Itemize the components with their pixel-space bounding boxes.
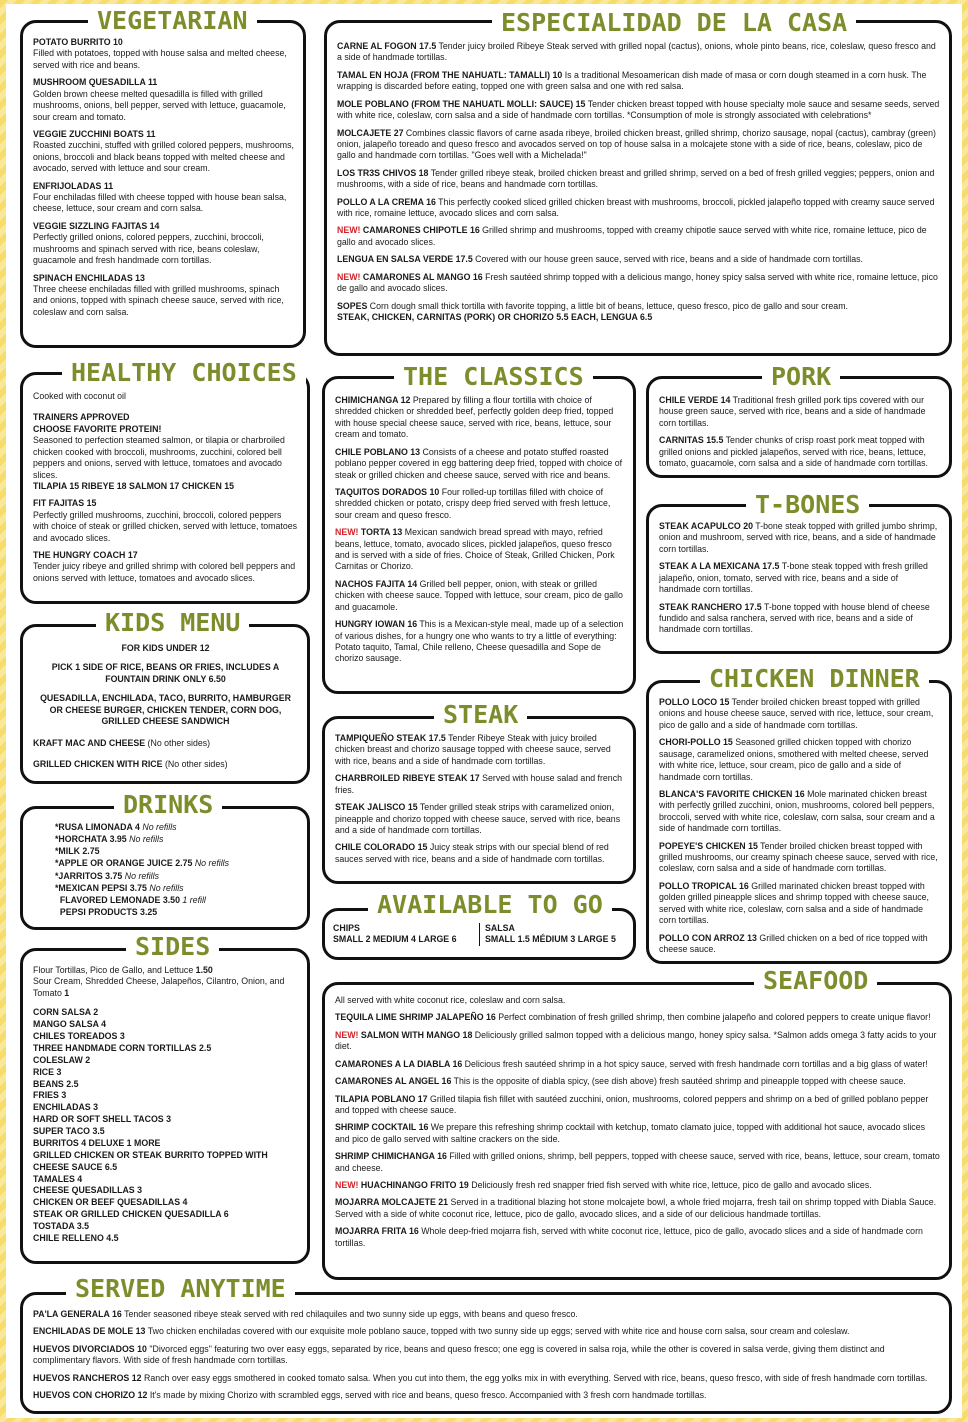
- tbones-items: [659, 521, 940, 642]
- sides-intro-1: Flour Tortillas, Pico de Gallo, and Lettuce 1.50: [33, 965, 213, 975]
- steak-items: [335, 733, 624, 871]
- item-desc: It's made by mixing Chorizo with scrambled eggs, served with rice and beans, queso fresco. Accompanied with 3 fresh corn handmade tortillas.: [147, 1390, 707, 1401]
- menu-item: [335, 1151, 940, 1174]
- item-name: HUEVOS DIVORCIADOS 10: [33, 1343, 147, 1354]
- chicken-items: [659, 697, 940, 961]
- new-badge: NEW!: [335, 527, 361, 538]
- item-desc: Filled with potatoes, topped with house salsa and melted cheese, served with rice and beans.: [33, 48, 287, 70]
- item-name: STEAK ACAPULCO 20: [659, 521, 754, 531]
- drink-name: *APPLE OR ORANGE JUICE 2.75: [55, 858, 193, 869]
- classics-heading: THE CLASSICS: [394, 362, 593, 392]
- side-item: SUPER TACO 3.5: [33, 1126, 105, 1137]
- kids-heading: KIDS MENU: [96, 608, 249, 638]
- item-desc: Corn dough small thick tortilla with favorite topping, a little bit of beans, lettuce, queso fresco, pico de gallo and sour cream.: [367, 300, 848, 311]
- kids-side-line: PICK 1 SIDE OF RICE, BEANS OR FRIES, INCLUDES A FOUNTAIN DRINK ONLY 6.50: [51, 662, 280, 684]
- item-name: POLLO LOCO 15: [659, 697, 730, 707]
- togo-salsa: SALSA SMALL 1.5 MÉDIUM 3 LARGE 5: [485, 923, 616, 945]
- item-name: SHRIMP CHIMICHANGA 16: [335, 1151, 447, 1162]
- menu-item: [337, 41, 940, 64]
- menu-item: [33, 1373, 940, 1384]
- drink-item: [55, 870, 298, 882]
- healthy-intro: Cooked with coconut oil: [33, 391, 126, 401]
- item-name: SALMON WITH MANGO 18: [360, 1029, 473, 1040]
- menu-item: [335, 1122, 940, 1145]
- kids-section: [20, 624, 310, 784]
- item-desc: Seasoned grilled chicken topped with chorizo sausage, caramelized onions, smothered with melted cheese, served with white rice, lettuce, sour cream, pico de gallo and a side of handmade corn tortillas.: [659, 737, 929, 782]
- item-desc: Mexican sandwich bread spread with mayo, refried beans, lettuce, tomato, avocado slices, pickled jalapeños, queso fresco and is served with a side of fries. Choice of Steak, Grilled Chicken, Pork Carnitas or Chorizo.: [335, 527, 615, 572]
- menu-page: [6, 4, 962, 1418]
- menu-item: [335, 1076, 940, 1087]
- menu-item: [335, 1030, 940, 1053]
- item-desc: Tender juicy ribeye and grilled shrimp with colored bell peppers and onions served with lettuce, tomatoes and avocado slices.: [33, 561, 296, 583]
- item-name: TAQUITOS DORADOS 10: [335, 486, 440, 497]
- drink-name: PEPSI PRODUCTS 3.25: [55, 906, 158, 917]
- item-name: CHIMICHANGA 12: [335, 395, 411, 405]
- item-desc: Fresh sautéed shrimp topped with a delicious mango, honey spicy salsa served with white rice, romaine lettuce, pico de gallo and avocado slices.: [337, 271, 938, 294]
- side-item: CHILES TOREADOS 3: [33, 1031, 125, 1042]
- item-desc: Prepared by filling a flour tortilla with choice of shredded chicken or shredded beef, perfectly golden deep fried, topped with house special cheese sauce, served with rice, beans, lettuce, sour cream and tomato.: [335, 395, 614, 440]
- sides-heading: SIDES: [126, 932, 219, 962]
- item-desc: Golden brown cheese melted quesadilla is filled with grilled mushrooms, onions, bell pepper, served with lettuce, guacamole, sour cream and tomato.: [33, 88, 286, 122]
- item-desc: Perfect combination of fresh grilled shrimp, then combine jalapeño and colored peppers to create unique flavor!: [495, 1012, 931, 1023]
- drink-name: FLAVORED LEMONADE 3.50: [55, 894, 180, 905]
- menu-item: [33, 1344, 940, 1367]
- menu-item: [335, 447, 624, 481]
- menu-item: [33, 1390, 940, 1401]
- menu-item: [335, 1059, 940, 1070]
- side-item: TAMALES 4: [33, 1173, 83, 1184]
- item-name: PA'LA GENERALA 16: [33, 1309, 122, 1319]
- drink-item: [55, 857, 298, 869]
- side-item: TOSTADA 3.5: [33, 1221, 90, 1232]
- pork-heading: PORK: [762, 362, 840, 392]
- item-name: BLANCA'S FAVORITE CHICKEN 16: [659, 788, 805, 799]
- drink-name: *MILK 2.75: [55, 846, 100, 857]
- drink-item: [55, 894, 298, 906]
- menu-item: [335, 619, 624, 665]
- item-name: ENFRIJOLADAS 11: [33, 180, 114, 191]
- kids-options-line: QUESADILLA, ENCHILADA, TACO, BURRITO, HAMBURGER OR CHEESE BURGER, CHICKEN TENDER, CORN DOG, GRILLED CHEESE SANDWICH: [40, 693, 291, 727]
- item-desc: Two chicken enchiladas covered with our exquisite mole poblano sauce, topped with two sunny side up eggs; served with white rice and house corn salsa, sour cream and coleslaw.: [145, 1326, 850, 1337]
- drink-note: No refills: [192, 858, 230, 869]
- menu-item: [337, 70, 940, 93]
- drink-name: *RUSA LIMONADA 4: [55, 822, 140, 832]
- item-name: TORTA 13: [360, 527, 403, 538]
- sopes-prices: STEAK, CHICKEN, CARNITAS (PORK) OR CHORIZO 5.5 EACH, LENGUA 6.5: [337, 312, 653, 323]
- menu-item: [335, 802, 624, 836]
- item-desc: Grilled bell pepper, onion, with steak or grilled chicken with cheese sauce. Topped with lettuce, sour cream, pico de gallo and guacamole.: [335, 578, 623, 612]
- item-desc: Mole marinated chicken breast with perfectly grilled zucchini, onion, mushrooms, colored bell peppers, broccoli, served with white rice, coleslaw, corn salsa, sour cream and a side of handmade corn tortillas.: [659, 788, 935, 834]
- vegetarian-heading: VEGETARIAN: [88, 6, 257, 36]
- item-desc: Grilled shrimp and mushrooms, topped with creamy chipotle sauce served with white rice, romaine lettuce, pico de gallo and avocado slices.: [337, 225, 927, 247]
- item-name: MOJARRA MOLCAJETE 21: [335, 1197, 449, 1208]
- menu-item: [33, 1309, 940, 1320]
- healthy-heading: HEALTHY CHOICES: [62, 358, 306, 388]
- item-name: HUEVOS RANCHEROS 12: [33, 1372, 142, 1383]
- menu-item: [33, 129, 294, 175]
- togo-heading: AVAILABLE TO GO: [368, 890, 612, 920]
- item-name: SHRIMP COCKTAIL 16: [335, 1122, 429, 1133]
- item-desc: Traditional fresh grilled pork tips covered with our house green sauce, served with rice, beans and a side of handmade corn tortillas.: [659, 395, 926, 428]
- item-desc: Tender chunks of crisp roast pork meat topped with grilled onions and pickled jalapeños, served with rice, beans, lettuce, tomato, guacamole, corn salsa and a side of handmade corn tortillas.: [659, 435, 928, 469]
- tbones-section: [646, 504, 952, 654]
- item-desc: Seasoned to perfection steamed salmon, or tilapia or charbroiled chicken cooked with broccoli, mushrooms, zucchini, colored bell peppers and onions, served with lettuce, tomatoes and avocado slices.: [33, 435, 285, 480]
- item-desc: Covered with our house green sauce, served with rice, beans and a side of handmade corn tortillas.: [472, 254, 863, 265]
- item-name: TAMAL EN HOJA (FROM THE NAHUATL: TAMALLI) 10: [337, 69, 563, 80]
- item-subtitle: CHOOSE FAVORITE PROTEIN!: [33, 423, 162, 434]
- item-desc: Three cheese enchiladas filled with grilled mushrooms, spinach and onions, topped with spinach cheese sauce, served with rice, coleslaw and corn salsa.: [33, 284, 284, 317]
- side-item: HARD OR SOFT SHELL TACOS 3: [33, 1114, 171, 1125]
- item-desc: Whole deep-fried mojarra fish, served with white coconut rice, lettuce, pico de gallo, avocado slices and a side of handmade corn tortillas.: [335, 1226, 923, 1248]
- seafood-section: [322, 982, 952, 1280]
- seafood-heading: SEAFOOD: [754, 966, 877, 996]
- especialidad-items: [337, 41, 940, 323]
- menu-item: [659, 933, 940, 956]
- menu-item: [335, 733, 624, 767]
- item-desc: T-bone steak topped with fresh grilled jalapeño, onion, tomato, served with rice, beans and a side of handmade corn tortillas.: [659, 561, 928, 595]
- item-name: CAMARONES CHIPOTLE 16: [362, 225, 480, 236]
- item-desc: Is a traditional Mesoamerican dish made of masa or corn dough steamed in a corn husk. The wrapping is discarded before eating, topped one with green salsa and one with red salsa.: [337, 69, 927, 92]
- item-desc: This is the opposite of diabla spicy, (see dish above) fresh sautéed shrimp and pineapple topped with cheese sauce.: [451, 1076, 906, 1087]
- drink-item: [55, 906, 298, 918]
- drinks-section: [20, 806, 310, 930]
- kids-mac: KRAFT MAC AND CHEESE (No other sides): [33, 737, 211, 748]
- item-desc: We prepare this refreshing shrimp cocktail with ketchup, tomato clamato juice, topped with additional hot sauce, avocado slices and pico de gallo served with saltine crackers on the side.: [335, 1122, 925, 1144]
- menu-item: [337, 128, 940, 162]
- menu-item: [659, 881, 940, 927]
- item-name: HUNGRY IOWAN 16: [335, 619, 418, 630]
- item-desc: Roasted zucchini, stuffed with grilled colored peppers, mushrooms, onions, broccoli and black beans topped with melted cheese and avocado, served with lettuce and sour cream.: [33, 140, 294, 174]
- item-name: TEQUILA LIME SHRIMP JALAPEÑO 16: [335, 1012, 496, 1023]
- item-name: MUSHROOM QUESADILLA 11: [33, 77, 158, 88]
- item-name: SPINACH ENCHILADAS 13: [33, 272, 145, 283]
- togo-chips: CHIPS SMALL 2 MEDIUM 4 LARGE 6: [333, 923, 480, 946]
- item-desc: Tender seasoned ribeye steak served with red chilaquiles and two sunny side up eggs, with beans and queso fresco.: [121, 1309, 578, 1319]
- menu-item: [33, 498, 298, 544]
- item-name: POLLO TROPICAL 16: [659, 880, 749, 891]
- item-desc: T-bone steak topped with grilled jumbo shrimp, onion and mushroom, served with rice, beans, and a side of handmade corn tortillas.: [659, 521, 938, 554]
- item-name: POPEYE'S CHICKEN 15: [659, 840, 758, 851]
- item-desc: Deliciously grilled salmon topped with a delicious mango, honey spicy salsa. *Salmon adds omega 3 fatty acids to your diet.: [335, 1029, 937, 1052]
- menu-item: [335, 395, 624, 441]
- item-name: CHILE COLORADO 15: [335, 842, 428, 853]
- item-desc: Grilled marinated chicken breast topped with golden grilled pineapple slices and shrimp topped with cheese sauce, served with white rice, coleslaw, corn salsa and a side of handmade corn tortillas.: [659, 880, 929, 926]
- side-item: CHICKEN OR BEEF QUESADILLAS 4: [33, 1197, 188, 1208]
- menu-item: [337, 254, 940, 265]
- chicken-section: [646, 680, 952, 964]
- item-name: VEGGIE SIZZLING FAJITAS 14: [33, 220, 160, 231]
- item-name: TRAINERS APPROVED: [33, 412, 130, 423]
- healthy-section: [20, 372, 310, 604]
- drink-item: [55, 845, 298, 857]
- menu-item: [659, 697, 940, 731]
- item-name: MOLCAJETE 27: [337, 127, 404, 138]
- steak-heading: STEAK: [434, 700, 527, 730]
- item-desc: Tender broiled chicken breast topped with grilled mushrooms, our creamy spinach cheese sauce, served with rice, coleslaw, corn salsa and a side of handmade corn tortillas.: [659, 840, 938, 874]
- drink-item: [55, 821, 298, 833]
- item-desc: Filled with grilled onions, shrimp, bell peppers, topped with cheese sauce, served with rice, beans, lettuce, sour cream, tomato and cheese.: [335, 1151, 940, 1173]
- item-desc: Tender juicy broiled Ribeye Steak served with grilled nopal (cactus), onions, whole pinto beans, rice, coleslaw, queso fresco and a side of handmade tortillas.: [337, 41, 936, 63]
- item-name: CHARBROILED RIBEYE STEAK 17: [335, 773, 480, 784]
- anytime-heading: SERVED ANYTIME: [66, 1274, 295, 1304]
- item-desc: Served in a traditional blazing hot stone molcajete bowl, a whole fried mojarra, fresh tail on shrimp topped with Diabla Sauce. Served with a side of white coconut rice, lettuce, pico de gallo, avocado slices, and a side of our delicious handmade tortillas.: [335, 1197, 937, 1219]
- item-name: SOPES: [337, 300, 368, 311]
- menu-item: [335, 773, 624, 796]
- menu-item: [33, 273, 294, 319]
- menu-item: [335, 579, 624, 613]
- item-name: CHORI-POLLO 15: [659, 737, 733, 748]
- tbones-heading: T-BONES: [746, 490, 869, 520]
- side-item: THREE HANDMADE CORN TORTILLAS 2.5: [33, 1042, 212, 1053]
- menu-item: [659, 602, 940, 636]
- item-desc: Juicy steak strips with our special blend of red sauces served with rice, beans and a side of handmade corn tortillas.: [335, 842, 609, 864]
- drink-name: *HORCHATA 3.95: [55, 834, 127, 845]
- item-prices: TILAPIA 15 RIBEYE 18 SALMON 17 CHICKEN 15: [33, 480, 235, 491]
- menu-item: [33, 37, 294, 71]
- vegetarian-section: [20, 20, 306, 348]
- menu-item: [659, 561, 940, 595]
- item-name: CARNITAS 15.5: [659, 435, 724, 446]
- new-badge: NEW!: [337, 225, 363, 236]
- item-name: MOLE POBLANO (FROM THE NAHUATL MOLLI: SAUCE) 15: [337, 98, 586, 109]
- item-desc: This is a Mexican-style meal, made up of a selection of various dishes, for a hungry one who wants to try a little of everything: Potato taquito, Tamal, Chile relleno, Cheese quesadilla and Sope de chorizo sausage.: [335, 619, 624, 664]
- item-name: MOJARRA FRITA 16: [335, 1226, 419, 1237]
- side-item: CORN SALSA 2: [33, 1007, 99, 1018]
- item-name: CHILE POBLANO 13: [335, 446, 421, 457]
- drink-note: No refills: [126, 834, 164, 845]
- chicken-heading: CHICKEN DINNER: [700, 664, 929, 694]
- menu-item: [33, 221, 294, 267]
- item-desc: Consists of a cheese and potato stuffed roasted poblano pepper covered in egg battering deep fried, topped with choice of steak or grilled chicken and cheese sauce, served with rice and beans.: [335, 446, 623, 480]
- side-item: COLESLAW 2: [33, 1054, 91, 1065]
- item-desc: This perfectly cooked sliced grilled chicken breast with mushrooms, broccoli, pickled jalapeño topped with creamy sauce served with rice, romaine lettuce, avocado slices and corn salsa.: [337, 196, 935, 219]
- healthy-items: [33, 391, 298, 590]
- sides-section: [20, 948, 310, 1264]
- item-name: ENCHILADAS DE MOLE 13: [33, 1326, 146, 1337]
- menu-item: [337, 99, 940, 122]
- drink-item: [55, 882, 298, 894]
- side-item: FRIES 3: [33, 1090, 67, 1101]
- menu-item: [337, 168, 940, 191]
- menu-item: [335, 842, 624, 865]
- drink-name: *MEXICAN PEPSI 3.75: [55, 882, 147, 893]
- drink-note: No refills: [122, 870, 159, 881]
- item-name: HUACHINANGO FRITO 19: [360, 1180, 469, 1191]
- item-name: LOS TR3S CHIVOS 18: [337, 167, 429, 178]
- anytime-section: [20, 1292, 952, 1414]
- kids-age-line: FOR KIDS UNDER 12: [121, 643, 210, 653]
- item-desc: T-bone topped with house blend of cheese fundido and salsa ranchera, served with rice, beans and a side of handmade corn tortillas.: [659, 601, 930, 635]
- menu-item: [659, 395, 940, 429]
- togo-items: [333, 923, 627, 946]
- item-name: CAMARONES AL MANGO 16: [362, 271, 483, 282]
- side-item: BURRITOS 4 DELUXE 1 MORE: [33, 1137, 161, 1148]
- menu-item: [659, 841, 940, 875]
- vegetarian-items: [33, 37, 294, 324]
- menu-item: [335, 527, 624, 573]
- item-name: TILAPIA POBLANO 17: [335, 1093, 428, 1104]
- kids-items: [33, 643, 298, 770]
- side-item: RICE 3: [33, 1066, 62, 1077]
- item-desc: Perfectly grilled onions, colored peppers, zucchini, broccoli, mushrooms and spinach served with rice, beans coleslaw, guacamole and fresh handmade corn tortillas.: [33, 232, 264, 266]
- item-name: HUEVOS CON CHORIZO 12: [33, 1390, 148, 1401]
- side-item: STEAK OR GRILLED CHICKEN QUESADILLA 6: [33, 1209, 229, 1220]
- drink-note: No refills: [146, 882, 184, 893]
- item-desc: Delicious fresh sautéed shrimp in a hot spicy sauce, served with fresh handmade corn tortillas and a big glass of water!: [462, 1058, 928, 1069]
- item-name: STEAK RANCHERO 17.5: [659, 601, 762, 612]
- item-name: CARNE AL FOGON 17.5: [337, 41, 437, 51]
- item-name: FIT FAJITAS 15: [33, 498, 97, 509]
- item-name: CAMARONES A LA DIABLA 16: [335, 1058, 463, 1069]
- side-item: CHEESE QUESADILLAS 3: [33, 1185, 143, 1196]
- menu-item: [337, 197, 940, 220]
- menu-item: [335, 1094, 940, 1117]
- anytime-items: [33, 1309, 940, 1408]
- side-item: MANGO SALSA 4: [33, 1019, 106, 1030]
- menu-item: [337, 272, 940, 295]
- item-desc: "Divorced eggs" featuring two over easy eggs, separated by rice, beans and queso fresco; one egg is covered in salsa roja, while the other is covered in salsa verde, giving them distinct and complimentary flavors. With side of fresh handmade corn tortillas.: [33, 1343, 885, 1366]
- item-desc: Combines classic flavors of carne asada ribeye, broiled chicken breast, grilled shrimp, chorizo sausage, nopal (cactus), cambray (green) onion, jalapeño toreado and queso fresco and avocados served on top of house salsa in a molcajete stone with a side of rice, beans, coleslaw, pico de gallo and handmade corn tortillas. "Goes well with a Michelada!": [337, 127, 936, 161]
- drinks-heading: DRINKS: [114, 790, 222, 820]
- especialidad-section: [324, 20, 952, 356]
- new-badge: NEW!: [335, 1029, 361, 1040]
- menu-item: [335, 1012, 940, 1023]
- classics-items: [335, 395, 624, 671]
- classics-section: [322, 376, 636, 694]
- drink-item: [55, 833, 298, 845]
- menu-item: [335, 1180, 940, 1191]
- item-desc: Tender broiled chicken breast topped with grilled onions and house cheese sauce, served with rice, lettuce, sour cream, pico de gallo and a side of handmade corn tortillas.: [659, 697, 934, 730]
- sides-items: [33, 965, 298, 1245]
- menu-item: [335, 1197, 940, 1220]
- item-name: VEGGIE ZUCCHINI BOATS 11: [33, 128, 156, 139]
- menu-item: [337, 225, 940, 248]
- item-desc: Tender Ribeye Steak with juicy broiled chicken breast and chorizo sausage topped with cheese sauce, served with rice, beans and a side of handmade corn tortillas.: [335, 733, 611, 766]
- item-name: CAMARONES AL ANGEL 16: [335, 1076, 452, 1087]
- side-item: CHILE RELLENO 4.5: [33, 1232, 119, 1243]
- item-name: NACHOS FAJITA 14: [335, 578, 418, 589]
- especialidad-heading: ESPECIALIDAD DE LA CASA: [492, 8, 856, 38]
- side-item: BEANS 2.5: [33, 1078, 79, 1089]
- menu-item: [337, 301, 940, 312]
- item-name: STEAK A LA MEXICANA 17.5: [659, 561, 780, 572]
- item-name: CHILE VERDE 14: [659, 395, 731, 405]
- item-name: POLLO A LA CREMA 16: [337, 196, 436, 207]
- item-name: STEAK JALISCO 15: [335, 802, 418, 813]
- item-name: THE HUNGRY COACH 17: [33, 550, 138, 561]
- pork-items: [659, 395, 940, 476]
- sides-intro-2: Sour Cream, Shredded Cheese, Jalapeños, Cilantro, Onion, and Tomato 1: [33, 976, 285, 998]
- menu-item: [659, 789, 940, 835]
- menu-item: [33, 77, 294, 123]
- drinks-items: [55, 821, 298, 918]
- item-desc: Deliciously fresh red snapper fried fish served with white rice, lettuce, pico de gallo and avocado slices.: [468, 1180, 872, 1191]
- kids-grilled-chicken: GRILLED CHICKEN WITH RICE (No other sides): [33, 758, 228, 769]
- item-name: POLLO CON ARROZ 13: [659, 932, 757, 943]
- item-desc: Four enchiladas filled with cheese topped with house bean salsa, cheese, lettuce, sour cream and corn salsa.: [33, 192, 287, 214]
- new-badge: NEW!: [337, 271, 363, 282]
- menu-item: [33, 550, 298, 584]
- menu-item: [33, 1326, 940, 1337]
- item-desc: Four rolled-up tortillas filled with choice of shredded chicken or potato, crispy deep fried served with fresh lettuce, sour cream and queso fresco.: [335, 486, 611, 520]
- item-name: LENGUA EN SALSA VERDE 17.5: [337, 254, 473, 265]
- item-name: POTATO BURRITO 10: [33, 37, 123, 47]
- item-desc: Tender grilled steak strips with caramelized onion, pineapple and chorizo topped with cheese sauce, served with rice, beans and a side of handmade corn tortillas.: [335, 802, 621, 835]
- side-item: ENCHILADAS 3: [33, 1102, 99, 1113]
- menu-item: [335, 1226, 940, 1249]
- menu-item: [659, 521, 940, 555]
- seafood-items: [335, 995, 940, 1255]
- item-desc: Served with house salad and french fries.: [335, 773, 622, 795]
- seafood-intro: All served with white coconut rice, coleslaw and corn salsa.: [335, 995, 566, 1005]
- side-item: GRILLED CHICKEN OR STEAK BURRITO TOPPED WITH CHEESE SAUCE 6.5: [33, 1149, 268, 1172]
- menu-item: [659, 737, 940, 783]
- menu-item: [335, 487, 624, 521]
- drink-note: 1 refill: [179, 894, 206, 905]
- steak-section: [322, 716, 636, 884]
- drink-note: No refills: [139, 822, 177, 832]
- drink-name: *JARRITOS 3.75: [55, 870, 123, 881]
- menu-item: [33, 412, 298, 492]
- new-badge: NEW!: [335, 1180, 361, 1191]
- item-desc: Perfectly grilled mushrooms, zucchini, broccoli, colored peppers with choice of steak or grilled chicken, served with lettuce, tomatoes and avocado slices.: [33, 509, 298, 543]
- item-desc: Ranch over easy eggs smothered in cooked tomato salsa. When you cut into them, the egg yolks mix in with everything. Served with rice, beans, queso fresco, with side of fresh handmade corn tortillas.: [141, 1372, 928, 1383]
- item-desc: Grilled tilapia fish fillet with sautéed zucchini, onion, mushrooms, colored peppers and shrimp on a bed of grilled poblano pepper and topped with cheese sauce.: [335, 1093, 929, 1115]
- menu-item: [659, 435, 940, 469]
- item-desc: Grilled chicken on a bed of rice topped with cheese sauce.: [659, 932, 928, 955]
- item-name: TAMPIQUEÑO STEAK 17.5: [335, 733, 446, 743]
- menu-item: [33, 181, 294, 215]
- item-desc: Tender grilled ribeye steak, broiled chicken breast and grilled shrimp, served on a bed of fresh grilled veggies; peppers, onion and mushrooms, with a side of rice, beans and handmade corn tortillas.: [337, 167, 935, 190]
- item-desc: Tender chicken breast topped with house specialty mole sauce and sesame seeds, served with white rice, coleslaw, corn salsa and a side of handmade corn tortillas. *Consumption of mole is strongly associated with celebrations*: [337, 98, 940, 121]
